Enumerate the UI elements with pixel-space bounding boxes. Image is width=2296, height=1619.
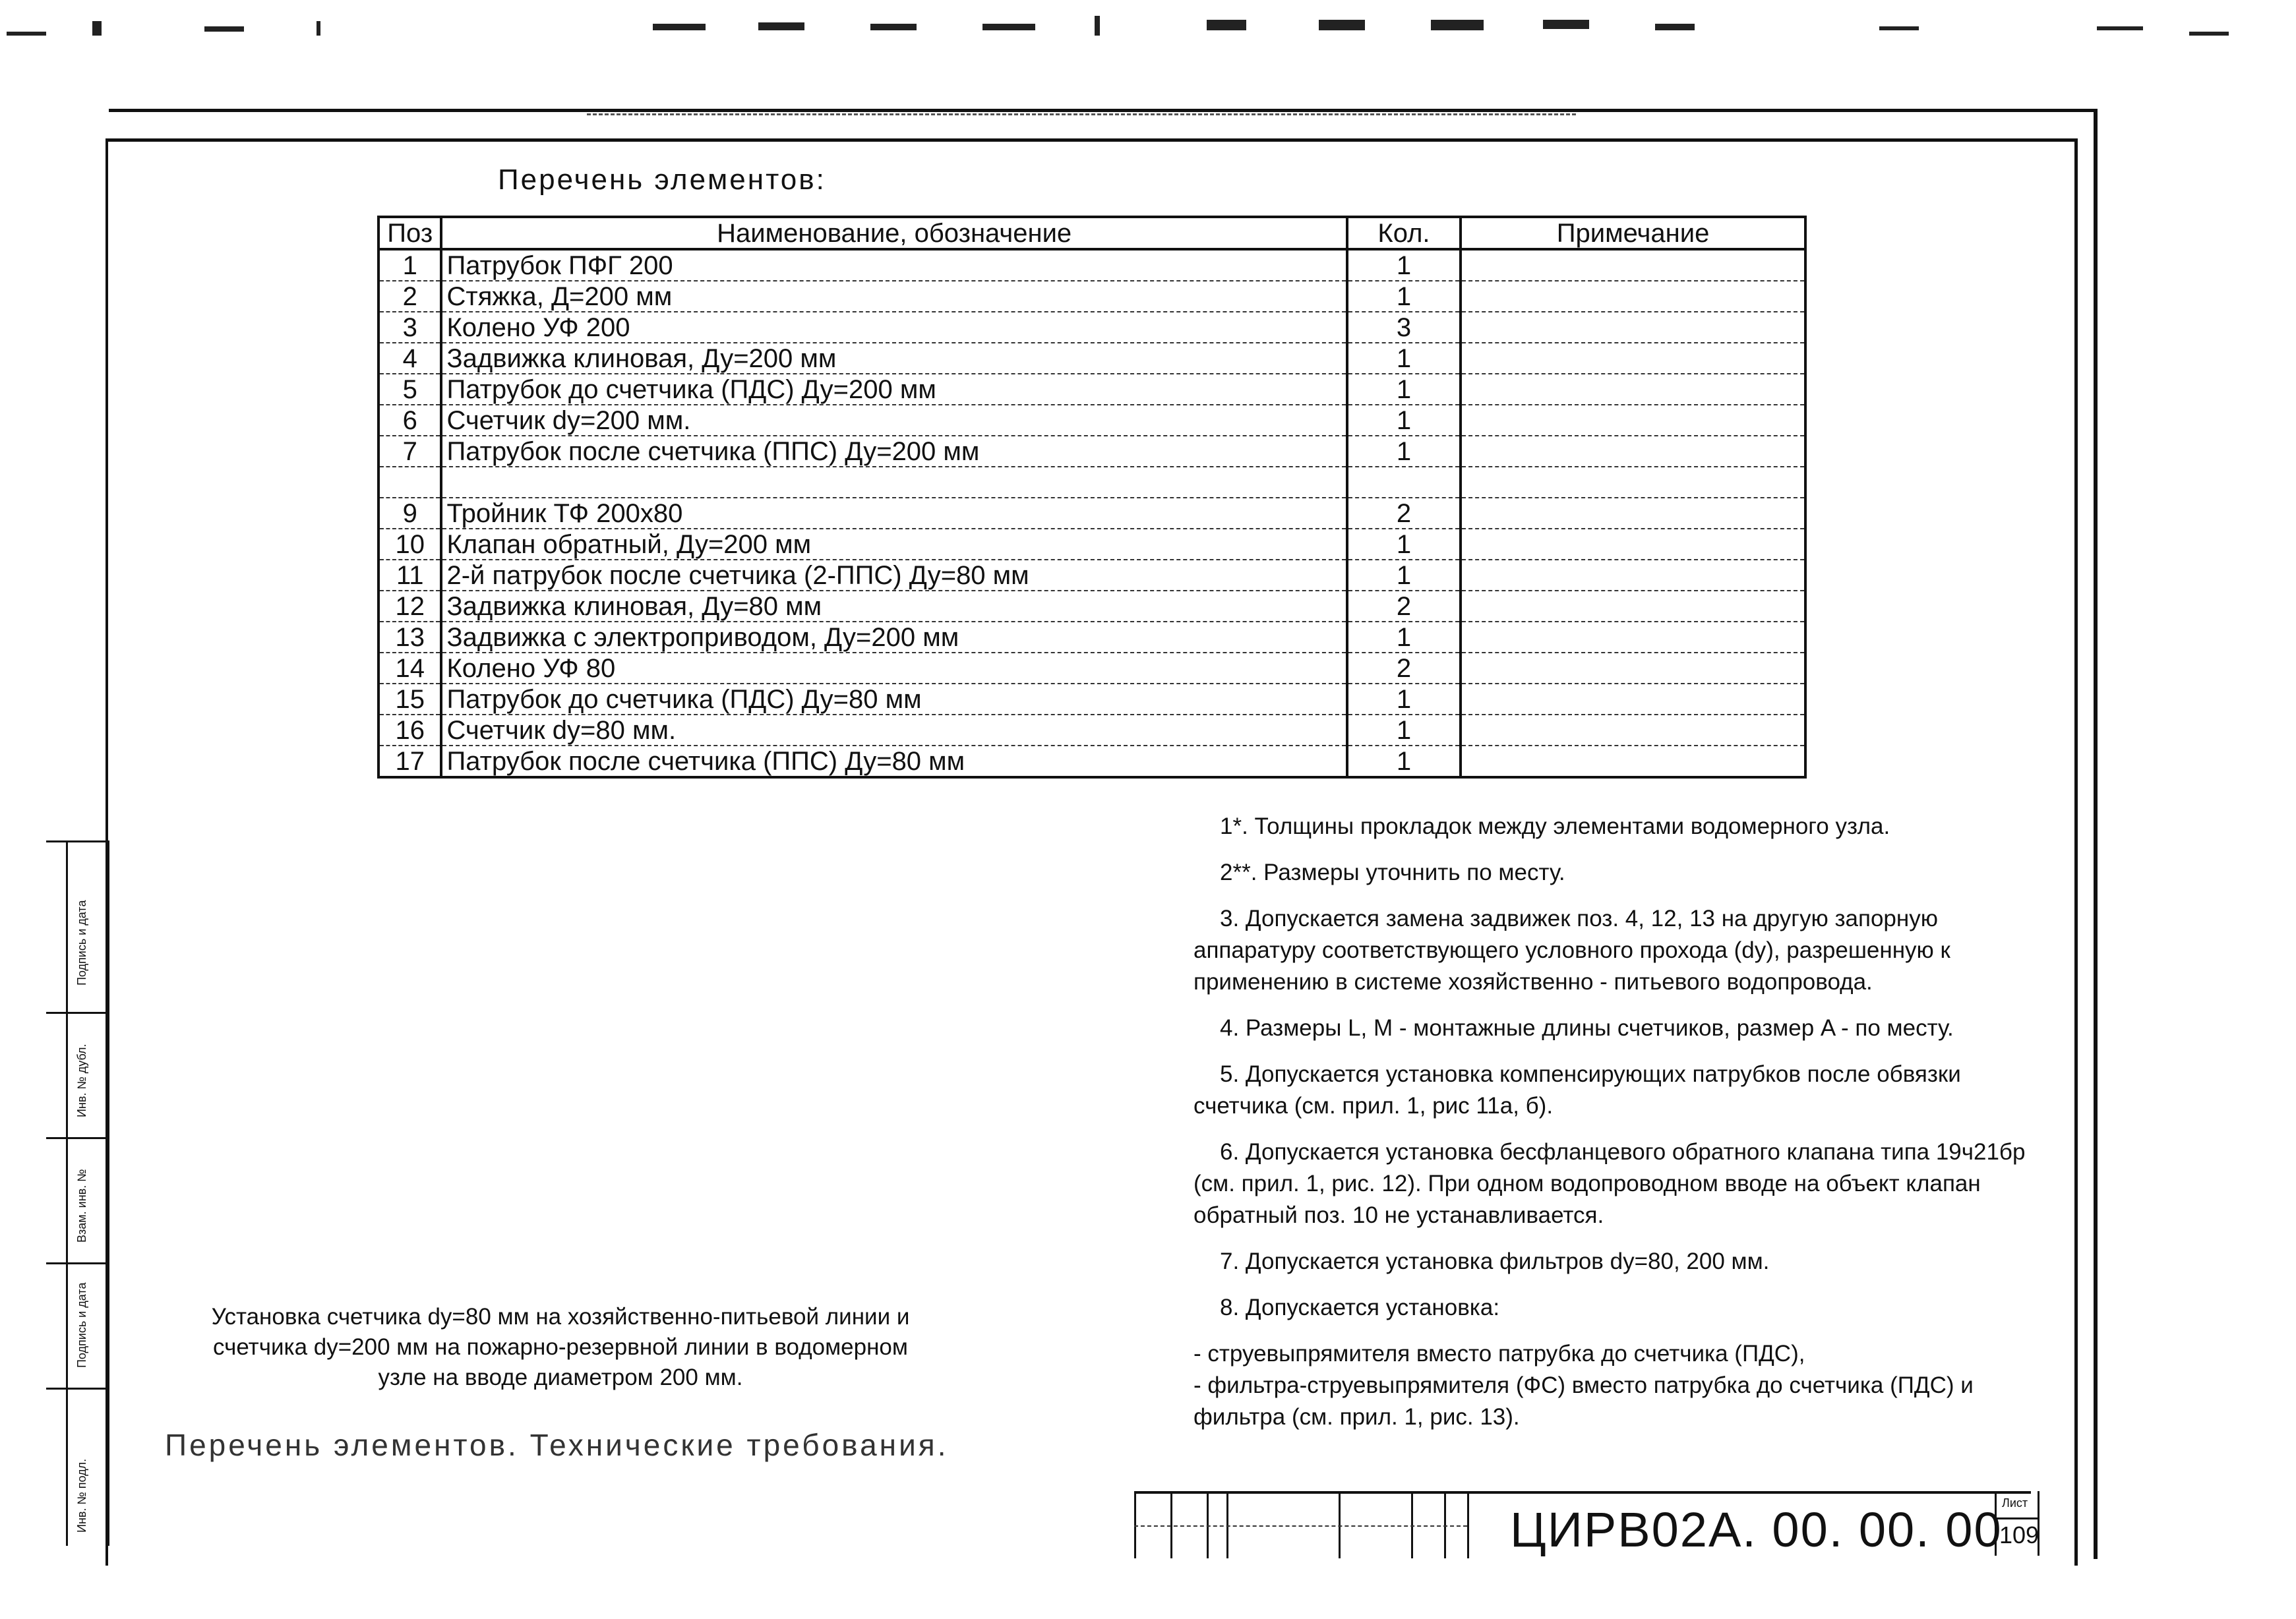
cell-pos: 15 — [378, 684, 441, 715]
table-row — [378, 653, 1805, 684]
drawing-caption: Установка счетчика dy=80 мм на хозяйственно-питьевой линии и счетчика dy=200 мм на пожарно-резервной линии в водомерном узле на вводе диаметром 200 мм. — [211, 1304, 910, 1390]
requirements-list — [1193, 811, 2044, 1278]
cell-note — [1461, 529, 1805, 560]
requirement-item: 1*. Толщины прокладок между элементами водомерного узла. — [1220, 813, 1890, 839]
table-row — [378, 560, 1805, 591]
cell-qty: 1 — [1347, 715, 1461, 746]
sheet-number-box — [1995, 1491, 2039, 1556]
cell-note — [1461, 684, 1805, 715]
cell-note — [1461, 405, 1805, 436]
title-block-cell — [1467, 1494, 1469, 1558]
table-row — [378, 405, 1805, 436]
cell-name: Патрубок ПФГ 200 — [441, 249, 1346, 281]
sheet-subtitle: Перечень элементов. Технические требования. — [165, 1428, 949, 1462]
cell-note — [1461, 715, 1805, 746]
cell-note — [1461, 591, 1805, 622]
stamp-label: Подпись и дата — [75, 900, 88, 986]
cell-qty: 1 — [1347, 343, 1461, 374]
cell-pos: 2 — [378, 281, 441, 312]
cell-name: Задвижка клиновая, Ду=80 мм — [441, 591, 1346, 622]
cell-pos: 12 — [378, 591, 441, 622]
cell-pos: 7 — [378, 436, 441, 467]
cell-pos: 13 — [378, 622, 441, 653]
table-row — [378, 312, 1805, 343]
table-row — [378, 374, 1805, 405]
cell-pos: 10 — [378, 529, 441, 560]
table-row — [378, 715, 1805, 746]
cell-name: Патрубок до счетчика (ПДС) Ду=80 мм — [441, 684, 1346, 715]
cell-note — [1461, 653, 1805, 684]
cell-name: Клапан обратный, Ду=200 мм — [441, 529, 1346, 560]
sheet-number: 109 — [1999, 1521, 2039, 1548]
table-header-row — [378, 217, 1805, 249]
cell-note — [1461, 249, 1805, 281]
requirement-item: 5. Допускается установка компенсирующих патрубков после обвязки счетчика (см. прил. 1, рис 11а, б). — [1193, 1061, 1961, 1119]
cell-qty: 1 — [1347, 374, 1461, 405]
cell-name: Задвижка с электроприводом, Ду=200 мм — [441, 622, 1346, 653]
cell-name: Патрубок после счетчика (ППС) Ду=80 мм — [441, 746, 1346, 777]
strip-row-line — [46, 1262, 107, 1264]
requirement-item: 4. Размеры L, M - монтажные длины счетчиков, размер A - по месту. — [1220, 1015, 1954, 1041]
cell-note — [1461, 312, 1805, 343]
cell-name: Тройник ТФ 200х80 — [441, 498, 1346, 529]
cell-qty: 1 — [1347, 405, 1461, 436]
stamp-label: Инв. № дубл. — [75, 1044, 88, 1117]
cell-pos: 11 — [378, 560, 441, 591]
cell-qty — [1347, 467, 1461, 498]
requirement-item: 2**. Размеры уточнить по месту. — [1220, 860, 1565, 885]
strip-column-line — [66, 840, 68, 1546]
cell-name: Счетчик dy=80 мм. — [441, 715, 1346, 746]
stamp-label: Взам. инв. № — [75, 1169, 88, 1243]
requirement-item: 7. Допускается установка фильтров dy=80, 200 мм. — [1220, 1249, 1770, 1274]
requirement-8-intro: 8. Допускается установка: — [1220, 1295, 1500, 1320]
stamp-label: Инв. № подл. — [75, 1458, 88, 1533]
cell-note — [1461, 343, 1805, 374]
cell-name: Колено УФ 200 — [441, 312, 1346, 343]
cell-pos: 17 — [378, 746, 441, 777]
cell-name: Стяжка, Д=200 мм — [441, 281, 1346, 312]
header-name: Наименование, обозначение — [441, 217, 1346, 249]
table-row — [378, 746, 1805, 777]
table-row — [378, 591, 1805, 622]
cell-pos — [378, 467, 441, 498]
title-block-divider — [1134, 1525, 1467, 1527]
requirement-8-item: - струевыпрямителя вместо патрубка до счетчика (ПДС), — [1193, 1341, 1805, 1367]
cell-pos: 9 — [378, 498, 441, 529]
cell-qty: 1 — [1347, 249, 1461, 281]
strip-row-line — [46, 1388, 107, 1390]
requirement-item: 3. Допускается замена задвижек поз. 4, 12, 13 на другую запорную аппаратуру соответствующего условного прохода (dy), разрешенную к применению в системе хозяйственно - питьевого водопровода. — [1193, 906, 1950, 995]
cell-pos: 14 — [378, 653, 441, 684]
requirement-item: 6. Допускается установка бесфланцевого обратного клапана типа 19ч21бр (см. прил. 1, рис. 12). При одном водопроводном вводе на объект клапан обратный поз. 10 не устанавливается. — [1193, 1139, 2026, 1228]
sheet-label: Лист — [2002, 1496, 2028, 1510]
strip-row-line — [46, 1012, 107, 1014]
table-row — [378, 622, 1805, 653]
sheet-box-divider — [1997, 1517, 2038, 1519]
cell-name: 2-й патрубок после счетчика (2-ППС) Ду=80 мм — [441, 560, 1346, 591]
cell-pos: 1 — [378, 249, 441, 281]
cell-note — [1461, 374, 1805, 405]
cell-note — [1461, 281, 1805, 312]
technical-requirements — [1193, 811, 2044, 1433]
strip-row-line — [46, 1137, 107, 1139]
cell-pos: 5 — [378, 374, 441, 405]
cell-qty: 1 — [1347, 436, 1461, 467]
stamp-label: Подпись и дата — [75, 1282, 88, 1368]
cell-qty: 1 — [1347, 560, 1461, 591]
table-row — [378, 684, 1805, 715]
cell-name — [441, 467, 1346, 498]
table-row — [378, 436, 1805, 467]
cell-name: Патрубок после счетчика (ППС) Ду=200 мм — [441, 436, 1346, 467]
table-row — [378, 343, 1805, 374]
header-qty: Кол. — [1347, 217, 1461, 249]
table-row — [378, 529, 1805, 560]
cell-qty: 1 — [1347, 746, 1461, 777]
left-stamp-strip — [46, 840, 109, 1546]
cell-name: Счетчик dy=200 мм. — [441, 405, 1346, 436]
cell-pos: 6 — [378, 405, 441, 436]
cell-pos: 4 — [378, 343, 441, 374]
parts-table — [377, 216, 1807, 779]
cell-qty: 2 — [1347, 498, 1461, 529]
cell-note — [1461, 498, 1805, 529]
cell-qty: 1 — [1347, 529, 1461, 560]
strip-row-line — [46, 840, 107, 842]
cell-qty: 3 — [1347, 312, 1461, 343]
cell-name: Патрубок до счетчика (ПДС) Ду=200 мм — [441, 374, 1346, 405]
table-row — [378, 498, 1805, 529]
table-row — [378, 249, 1805, 281]
cell-qty: 1 — [1347, 684, 1461, 715]
header-note: Примечание — [1461, 217, 1805, 249]
parts-table-body — [378, 249, 1805, 777]
parts-list-heading: Перечень элементов: — [498, 163, 826, 196]
cell-qty: 1 — [1347, 622, 1461, 653]
cell-qty: 2 — [1347, 591, 1461, 622]
cell-name: Задвижка клиновая, Ду=200 мм — [441, 343, 1346, 374]
cell-qty: 2 — [1347, 653, 1461, 684]
cell-pos: 3 — [378, 312, 441, 343]
cell-note — [1461, 560, 1805, 591]
cell-qty: 1 — [1347, 281, 1461, 312]
cell-note — [1461, 467, 1805, 498]
header-pos: Поз — [378, 217, 441, 249]
table-row — [378, 467, 1805, 498]
cell-pos: 16 — [378, 715, 441, 746]
cell-note — [1461, 436, 1805, 467]
document-code: ЦИРВ02А. 00. 00. 00 — [1510, 1502, 2003, 1557]
cell-note — [1461, 746, 1805, 777]
scan-noise-top — [0, 7, 2296, 59]
cell-note — [1461, 622, 1805, 653]
cell-name: Колено УФ 80 — [441, 653, 1346, 684]
table-row — [378, 281, 1805, 312]
requirement-8-item: - фильтра-струевыпрямителя (ФС) вместо патрубка до счетчика (ПДС) и фильтра (см. прил. 1, рис. 13). — [1193, 1372, 1974, 1430]
